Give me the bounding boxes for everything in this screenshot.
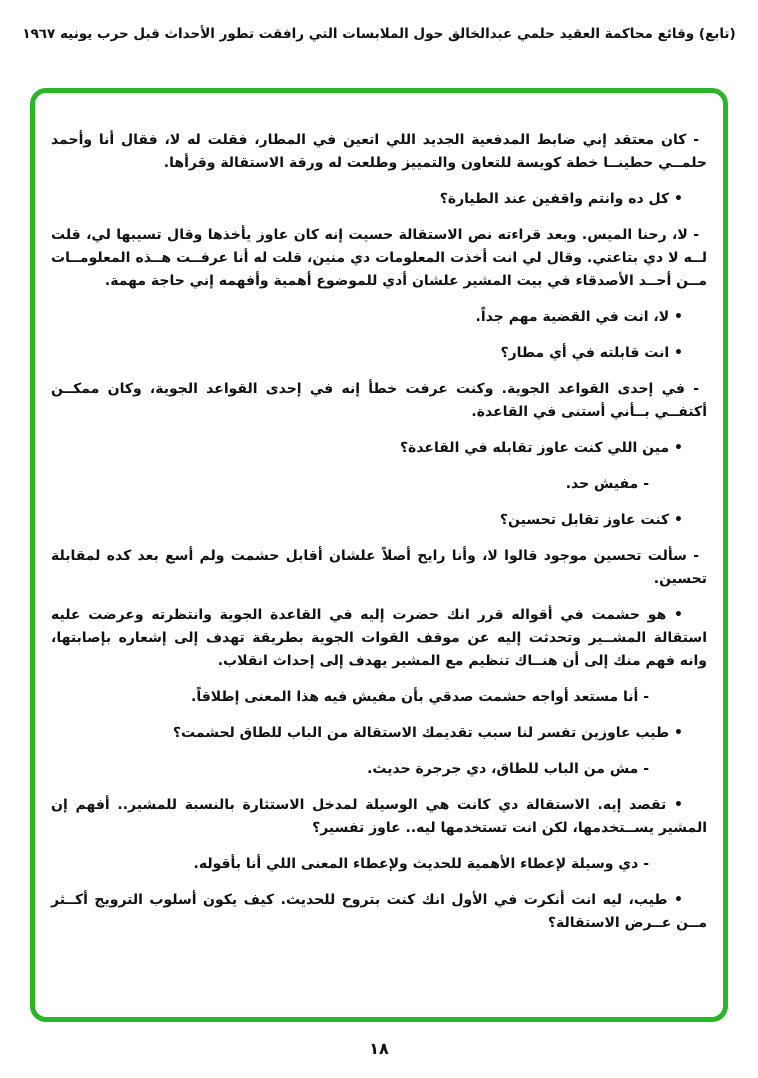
answer-line [51,473,707,496]
question-line [51,437,707,460]
question-line [51,604,707,673]
dash-marker: - [643,761,649,777]
line-text: هو حشمت في أقواله قرر انك حضرت إليه في القاعدة الجوية وانتظرته وعرضت عليه استقالة المشــير وتحدثت إليه عن موقف القوات الجوية بطريقة تهدف إلى إشعاره بإصابتها، وانه فهم منك إلى أن هنــاك تنظيم مع المشير يهدف إلى إحداث انقلاب. [51,607,707,669]
question-line [51,889,707,935]
question-line [51,188,707,211]
page-number: ١٨ [369,1039,389,1058]
bullet-marker: • [674,440,683,456]
question-line [51,509,707,532]
bullet-marker: • [674,725,683,741]
line-text: كل ده وانتم واقفين عند الطيارة؟ [439,191,675,207]
question-line [51,306,707,329]
green-frame [30,88,728,1022]
line-text: مفيش حد. [565,476,644,492]
bullet-marker: • [674,512,683,528]
line-text: كنت عاوز تقابل تحسين؟ [499,512,675,528]
dialogue-list [35,93,723,962]
line-text: دي وسيلة لإعطاء الأهمية للحديث ولإعطاء المعنى اللي أنا بأقوله. [193,856,644,872]
line-text: تقصد إيه. الاستقالة دي كانت هي الوسيلة لمدخل الاستثارة بالنسبة للمشير.. أفهم إن المشير يســتخدمها، لكن انت تستخدمها ليه.. عاوز تفسير؟ [51,797,707,836]
dash-marker: - [643,856,649,872]
line-text: طيب عاوزين تفسر لنا سبب تقديمك الاستقالة من الباب للطاق لحشمت؟ [172,725,675,741]
answer-line [51,129,707,175]
line-text: مين اللي كنت عاوز تقابله في القاعدة؟ [399,440,675,456]
bullet-marker: • [674,345,683,361]
bullet-marker: • [674,309,683,325]
bullet-marker: • [674,797,683,813]
page-header-title: (تابع) وقائع محاكمة العقيد حلمي عبدالخالق حول الملابسات التي رافقت تطور الأحداث قبل حرب يونيه ١٩٦٧ [22,26,736,42]
dash-marker: - [693,132,699,148]
question-line [51,342,707,365]
answer-line [51,686,707,709]
question-line [51,794,707,840]
dash-marker: - [643,689,649,705]
dash-marker: - [643,476,649,492]
answer-line [51,545,707,591]
line-text: لا، انت في القضية مهم جداً. [475,309,675,325]
dash-marker: - [693,381,699,397]
bullet-marker: • [674,191,683,207]
line-text: طيب، ليه انت أنكرت في الأول انك كنت بتروح للحديث. كيف يكون أسلوب الترويج أكــثر مــن عــرض الاستقالة؟ [51,892,707,931]
line-text: مش من الباب للطاق، دي جرجرة حديث. [367,761,644,777]
answer-line [51,378,707,424]
line-text: لا، رحنا الميس. وبعد قراءته نص الاستقالة حسيت إنه كان عاوز يأخذها وقال تسيبها لي، قلت لــه لا دي بتاعتي. وقال لي انت أخذت المعلومات دي منين، قلت له أنا عرفــت هــذه المعلومــات مــن أحــد الأصدقاء في بيت المشير علشان أدي للموضوع أهمية وأفهمه إني حاجة مهمة. [51,227,707,289]
dash-marker: - [693,548,699,564]
line-text: كان معتقد إني ضابط المدفعية الجديد اللي اتعين في المطار، فقلت له لا، فقال أنا وأحمد حلمــي حطينــا خطة كويسة للتعاون والتمييز وطلعت له ورقة الاستقالة وقرأها. [51,132,707,171]
answer-line [51,224,707,293]
bullet-marker: • [674,892,683,908]
answer-line [51,758,707,781]
bullet-marker: • [674,607,683,623]
answer-line [51,853,707,876]
line-text: أنا مستعد أواجه حشمت صدقي بأن مفيش فيه هذا المعنى إطلاقاً. [191,689,644,705]
line-text: انت قابلته في أي مطار؟ [500,345,675,361]
line-text: سألت تحسين موجود قالوا لا، وأنا رايح أصلاً علشان أقابل حشمت ولم أسع بعد كده لمقابلة تحسين. [51,548,707,587]
dash-marker: - [693,227,699,243]
question-line [51,722,707,745]
line-text: في إحدى القواعد الجوية. وكنت عرفت خطأ إنه في إحدى القواعد الجوية، وكان ممكــن أكتفــي بــأني أستنى في القاعدة. [51,381,707,420]
